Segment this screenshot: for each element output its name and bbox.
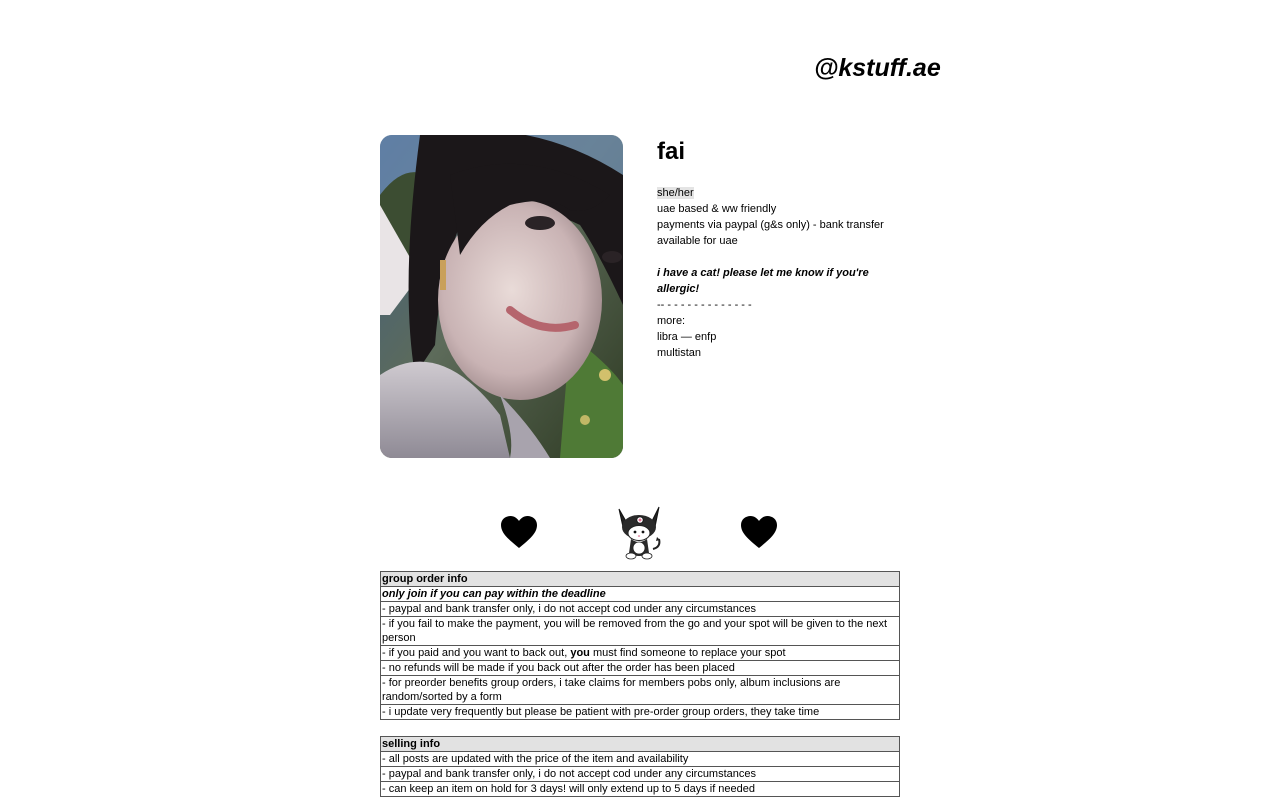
bio-line: uae based & ww friendly: [657, 203, 777, 215]
table-header: selling info: [381, 737, 900, 752]
profile-name: fai: [657, 138, 686, 165]
table-row: only join if you can pay within the deadline: [381, 587, 900, 602]
bio-line: available for uae: [657, 235, 738, 247]
table-row: - can keep an item on hold for 3 days! will only extend up to 5 days if needed: [381, 782, 900, 797]
table-row: - i update very frequently but please be patient with pre-order group orders, they take time: [381, 705, 900, 720]
selling-info-table: [380, 736, 900, 797]
profile-bio: [657, 137, 897, 361]
site-handle: @kstuff.ae: [814, 54, 941, 82]
table-header: group order info: [381, 572, 900, 587]
bio-line: payments via paypal (g&s only) - bank transfer: [657, 219, 884, 231]
table-row: - for preorder benefits group orders, i take claims for members pobs only, album inclusions are random/sorted by a form: [381, 676, 900, 705]
table-row: - if you fail to make the payment, you will be removed from the go and your spot will be given to the next person: [381, 617, 900, 646]
table-row: - all posts are updated with the price of the item and availability: [381, 752, 900, 767]
heart-icon: [740, 515, 778, 549]
more-label: more:: [657, 315, 686, 327]
row-emphasis: you: [570, 647, 590, 659]
allergy-notice: i have a cat! please let me know if you're: [657, 267, 869, 279]
group-order-table: [380, 571, 900, 720]
pronouns-badge: she/her: [657, 187, 694, 199]
table-row: - paypal and bank transfer only, i do not accept cod under any circumstances: [381, 767, 900, 782]
table-row: - paypal and bank transfer only, i do not accept cod under any circumstances: [381, 602, 900, 617]
heart-icon: [500, 515, 538, 549]
bio-line: multistan: [657, 347, 702, 359]
row-text: must find someone to replace your spot: [589, 647, 786, 659]
bio-line: libra — enfp: [657, 331, 717, 343]
selfie-photo-icon: [380, 135, 623, 458]
allergy-notice: allergic!: [657, 283, 700, 295]
decorative-icon-row: [500, 505, 780, 561]
table-row: [381, 646, 900, 661]
table-row: - no refunds will be made if you back out after the order has been placed: [381, 661, 900, 676]
row-text: - if you paid and you want to back out,: [382, 647, 571, 659]
divider-text: -- - - - - - - - - - - - - -: [657, 299, 752, 311]
kuromi-icon: [613, 505, 665, 561]
profile-photo: [380, 135, 623, 458]
